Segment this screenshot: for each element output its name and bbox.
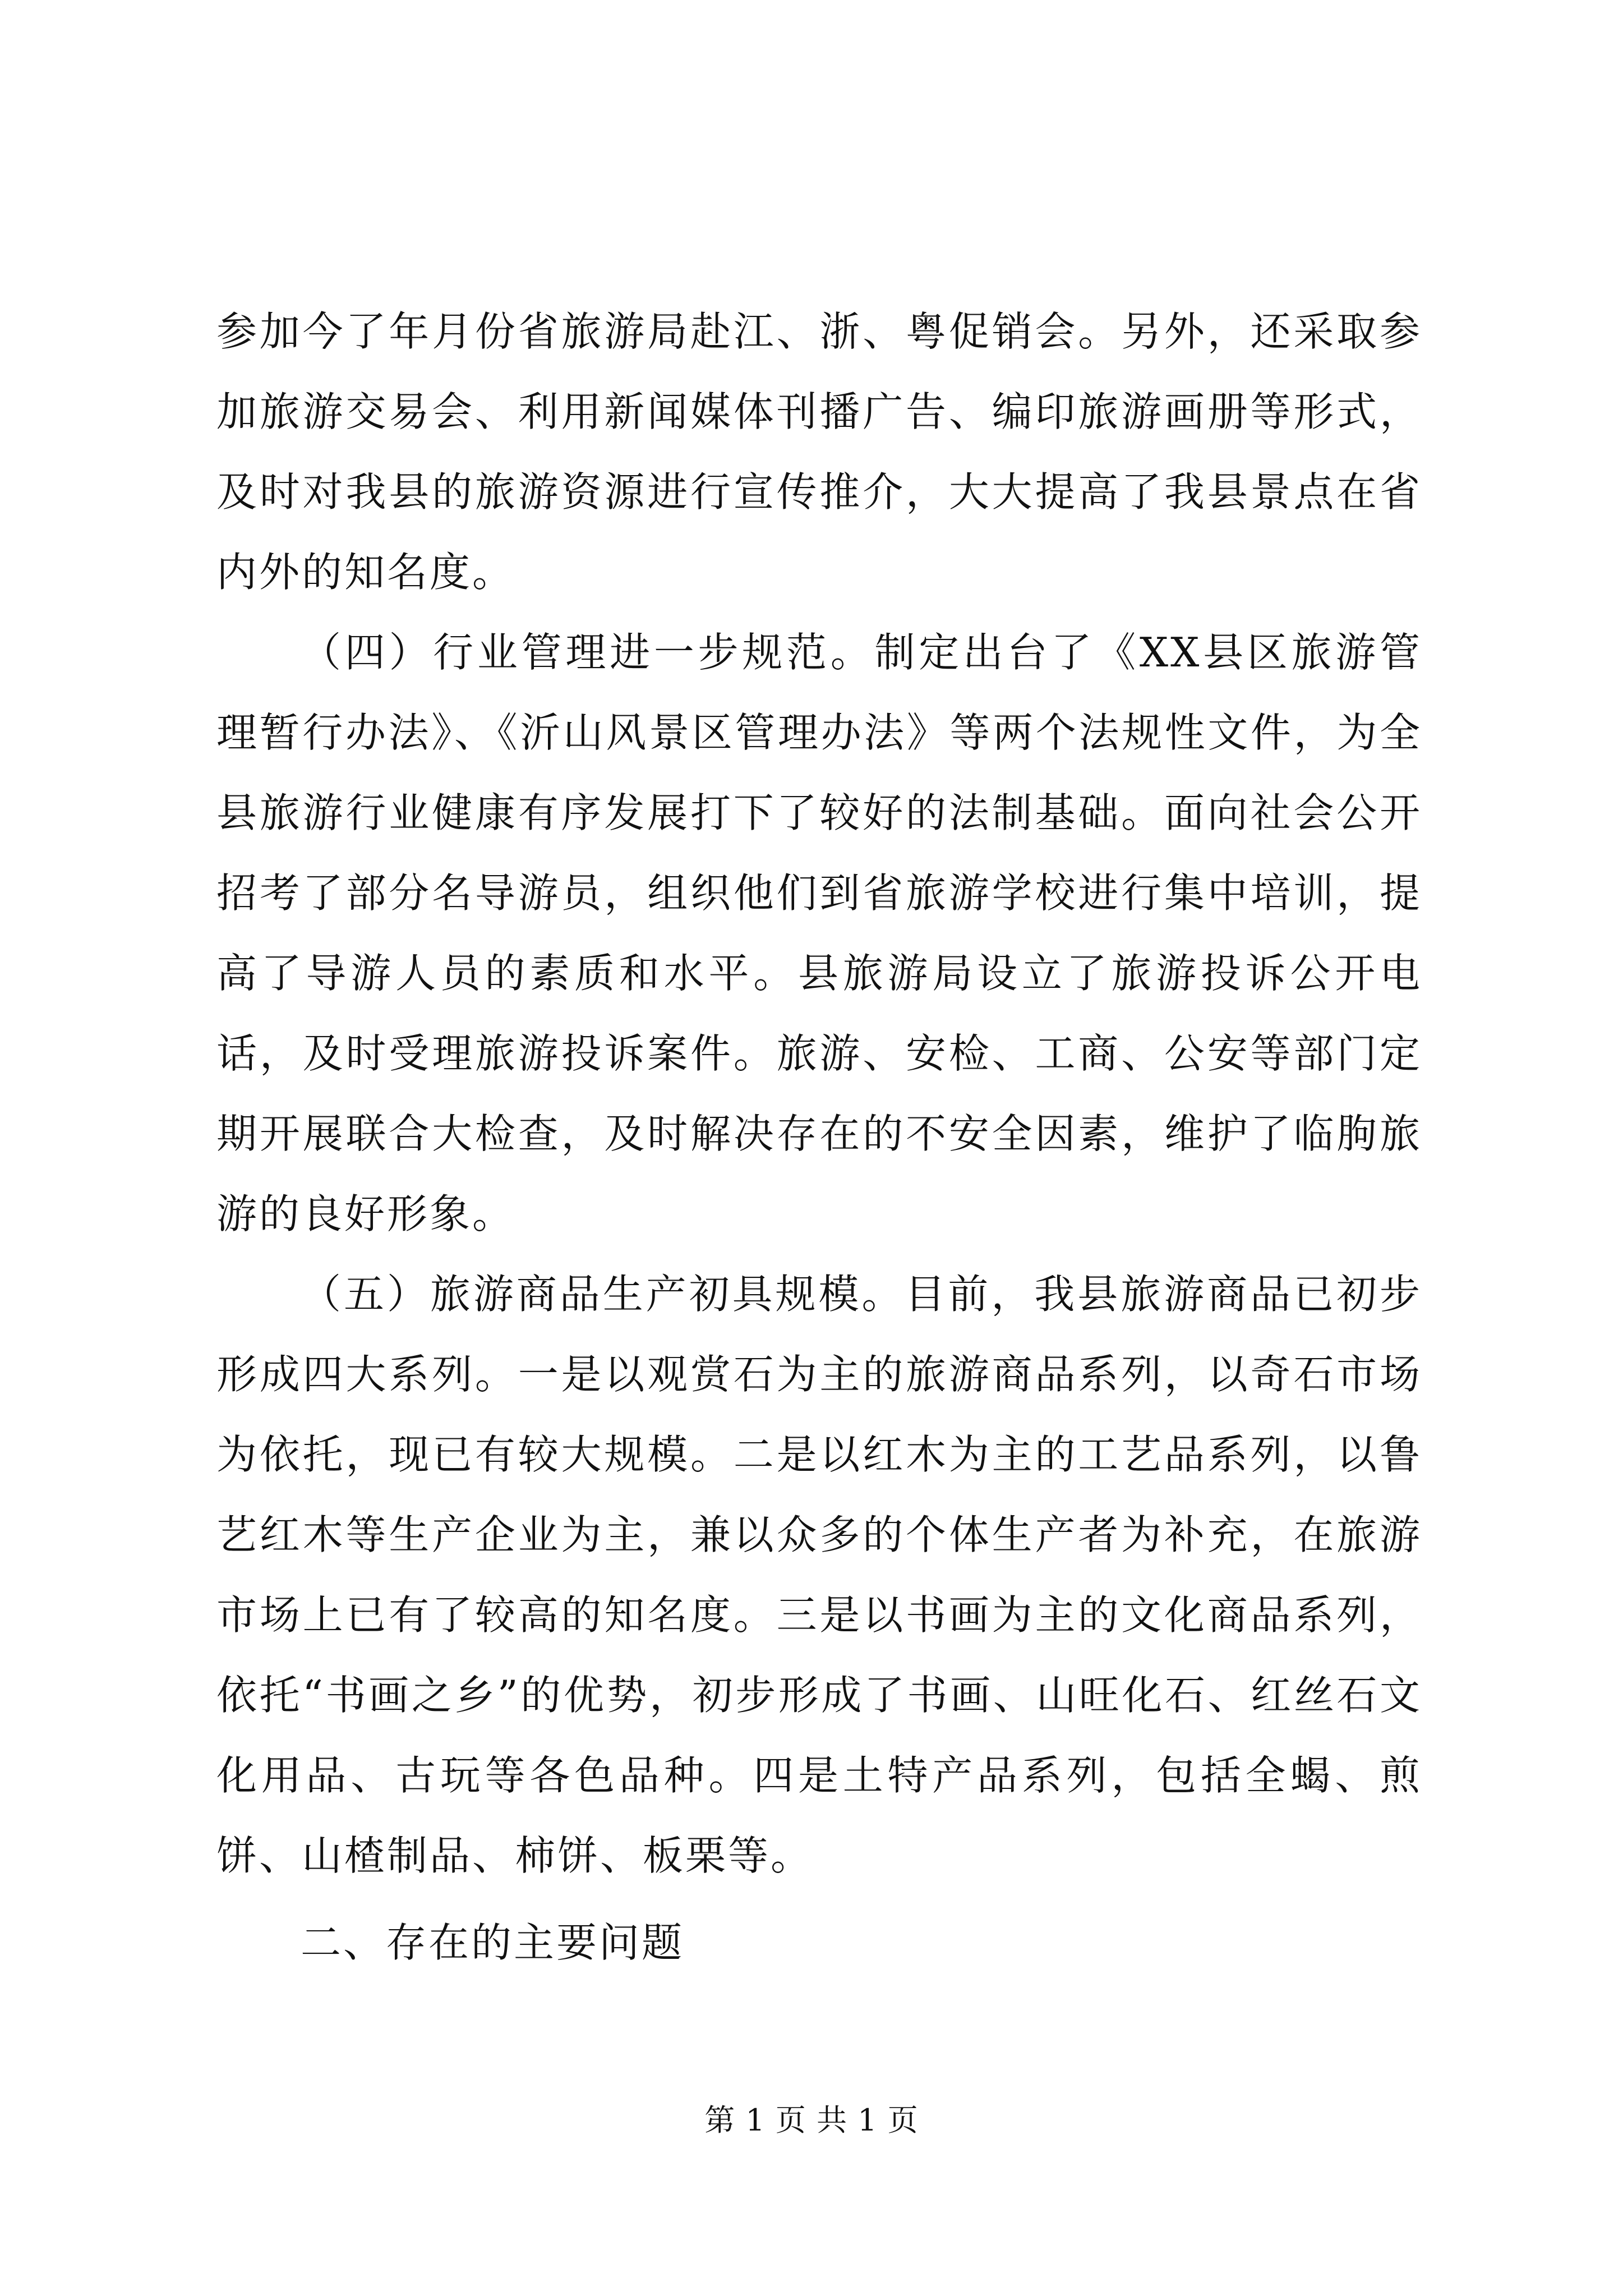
document-body (216, 292, 1422, 1983)
paragraph-section-five: （五）旅游商品生产初具规模。目前，我县旅游商品已初步形成四大系列。一是以观赏石为主的旅游商品系列，以奇石市场为依托，现已有较大规模。二是以红木为主的工艺品系列，以鲁艺红木等生产企业为主，兼以众多的个体生产者为补充，在旅游市场上已有了较高的知名度。三是以书画为主的文化商品系列，依托“书画之乡”的优势，初步形成了书画、山旺化石、红丝石文化用品、古玩等各色品种。四是土特产品系列，包括全蝎、煎饼、山楂制品、柿饼、板栗等。 (216, 1271, 1422, 1879)
paragraph-continuation: 参加今了年月份省旅游局赴江、浙、粤促销会。另外，还采取参加旅游交易会、利用新闻媒体刊播广告、编印旅游画册等形式，及时对我县的旅游资源进行宣传推介，大大提高了我县景点在省内外的知名度。 (216, 308, 1422, 596)
paragraph-section-four: （四）行业管理进一步规范。制定出台了《XX县区旅游管理暂行办法》、《沂山风景区管理办法》等两个法规性文件，为全县旅游行业健康有序发展打下了较好的法制基础。面向社会公开招考了部分名导游员，组织他们到省旅游学校进行集中培训，提高了导游人员的素质和水平。县旅游局设立了旅游投诉公开电话，及时受理旅游投诉案件。旅游、安检、工商、公安等部门定期开展联合大检查，及时解决存在的不安全因素，维护了临朐旅游的良好形象。 (216, 629, 1422, 1237)
page-number-footer: 第 1 页 共 1 页 (704, 2102, 919, 2138)
section-heading-problems: 二、存在的主要问题 (301, 1919, 685, 1966)
